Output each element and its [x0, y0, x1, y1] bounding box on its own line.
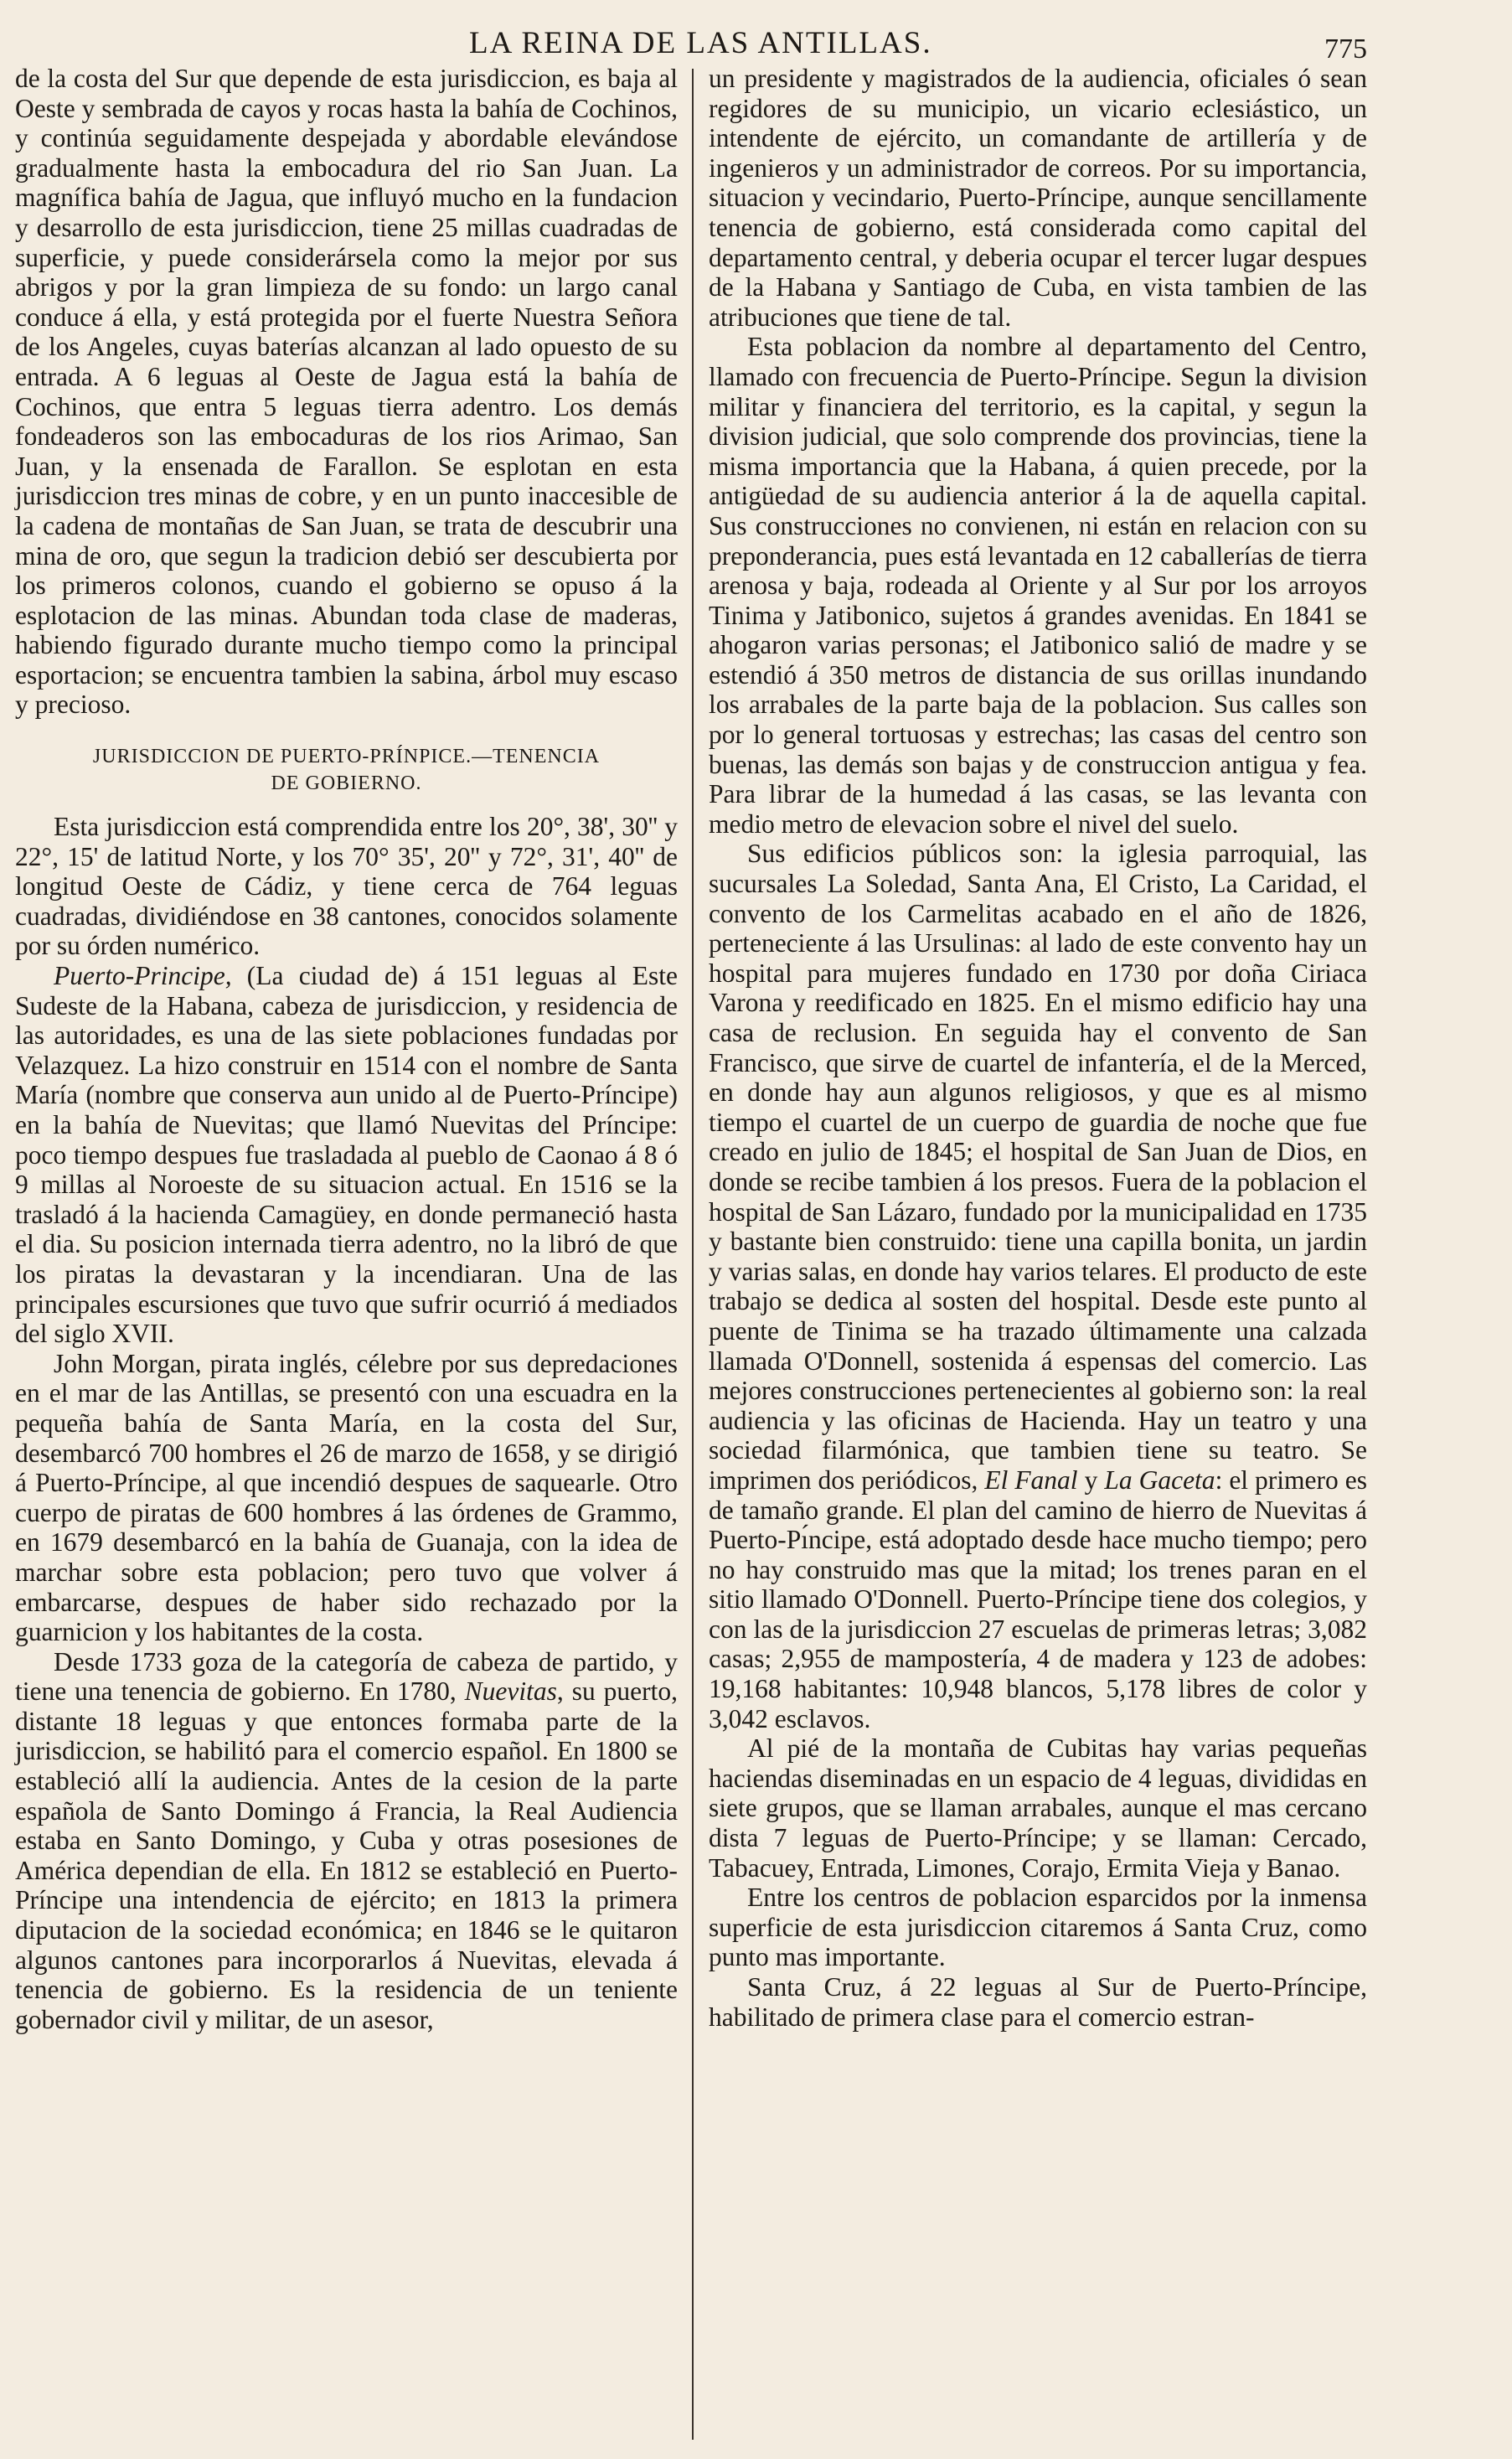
- section-heading-line: JURISDICCION DE PUERTO-PRÍNPICE.—TENENCIA: [92, 746, 601, 768]
- place-name: Nuevitas: [464, 1676, 557, 1707]
- paragraph: de la costa del Sur que depende de esta jurisdiccion, es baja al Oeste y sembrada de cayos y rocas hasta la bahía de Cochinos, y continúa seguidamente despejada y abordable elevándose gradualmente hasta la embocadura del rio San Juan. La magnífica bahía de Jagua, que influyó mucho en la fundacion y desarrollo de esta jurisdiccion, tiene 25 millas cuadradas de superficie, y puede considerársela como la mejor por sus abrigos y por la gran limpieza de su fondo: un largo canal conduce á ella, y está protegida por el fuerte Nuestra Señora de los Angeles, cuyas baterías alcanzan al lado opuesto de su entrada. A 6 leguas al Oeste de Jagua está la bahía de Cochinos, que entra 5 leguas tierra adentro. Los demás fondeaderos son las embocaduras de los rios Arimao, San Juan, y la ensenada de Farallon. Se esplotan en esta jurisdiccion tres minas de cobre, y en un punto inaccesible de la cadena de montañas de San Juan, se trata de descubrir una mina de oro, que segun la tradicion debió ser descubierta por los primeros colonos, cuando el gobierno se opuso á la esplotacion de las minas. Abundan toda clase de maderas, habiendo figurado durante mucho tiempo como la principal esportacion; se encuentra tambien la sabina, árbol muy escaso y precioso.: [15, 64, 678, 720]
- page-number: 775: [1324, 34, 1367, 65]
- paragraph-text: (La ciudad de) á 151 leguas al Este Sudeste de la Habana, cabeza de jurisdiccion, y residencia de las autoridades, es una de las siete poblaciones fundadas por Velazquez. La hizo construir en 1514 con el nombre de Santa María (nombre que conserva aun unido al de Puerto-Príncipe) en la bahía de Nuevitas; que llamó Nuevitas del Príncipe: poco tiempo despues fue trasladada al pueblo de Caonao á 8 ó 9 millas al Noroeste de su situacion actual. En 1516 se la trasladó á la hacienda Camagüey, en donde permaneció hasta el dia. Su posicion internada tierra adentro, no la libró de que los piratas la devastaran y la incendiaran. Una de las principales escursiones que tuvo que sufrir ocurrió á mediados del siglo XVII.: [15, 961, 678, 1349]
- paragraph: [15, 1647, 678, 2035]
- paragraph-text: Desde 1733 goza de la categoría de cabeza de partido, y tiene una tenencia de gobierno. En 1780,: [15, 1646, 678, 1707]
- paragraph: Esta poblacion da nombre al departamento del Centro, llamado con frecuencia de Puerto-Príncipe. Segun la division militar y financiera del territorio, es la capital, y segun la division judicial, que solo comprende dos provincias, tiene la misma importancia que la Habana, á quien precede, por la antigüedad de su audiencia anterior á la de aquella capital. Sus construcciones no convienen, ni están en relacion con su preponderancia, pues está levantada en 12 caballerías de tierra arenosa y baja, rodeada al Oriente y al Sur por los arroyos Tinima y Jatibonico, sujetos á grandes avenidas. En 1841 se ahogaron varias personas; el Jatibonico salió de madre y se estendió á 350 metros de distancia de sus orillas inundando los arrabales de la parte baja de la poblacion. Sus calles son por lo general tortuosas y estrechas; las casas del centro son buenas, las demás son bajas y de construccion antigua y fea. Para librar de la humedad á las casas, se las levanta con medio metro de elevacion sobre el nivel del suelo.: [709, 332, 1367, 839]
- paragraph: un presidente y magistrados de la audiencia, oficiales ó sean regidores de su municipio, un vicario eclesiástico, un intendente de ejército, un comandante de artillería y de ingenieros y un administrador de correos. Por su importancia, situacion y vecindario, Puerto-Príncipe, aunque sencillamente tenencia de gobierno, está considerada como capital del departamento central, y deberia ocupar el tercer lugar despues de la Habana y Santiago de Cuba, en vista tambien de las atribuciones que tiene de tal.: [709, 64, 1367, 332]
- periodical-title: La Gaceta: [1104, 1465, 1215, 1495]
- right-column: [709, 64, 1367, 2032]
- paragraph: Esta jurisdiccion está comprendida entre los 20°, 38', 30'' y 22°, 15' de latitud Norte, y los 70° 35', 20'' y 72°, 31', 40'' de longitud Oeste de Cádiz, y tiene cerca de 764 leguas cuadradas, dividiéndose en 38 cantones, conocidos solamente por su órden numérico.: [15, 812, 678, 961]
- paragraph: John Morgan, pirata inglés, célebre por sus depredaciones en el mar de las Antillas, se presentó con una escuadra en la pequeña bahía de Santa María, en la costa del Sur, desembarcó 700 hombres el 26 de marzo de 1658, y se dirigió á Puerto-Príncipe, al que incendió despues de saquearle. Otro cuerpo de piratas de 600 hombres á las órdenes de Grammo, en 1679 desembarcó en la bahía de Guanaja, con la idea de marchar sobre esta poblacion; pero tuvo que volver á embarcarse, despues de haber sido rechazado por la guarnicion y los habitantes de la costa.: [15, 1348, 678, 1647]
- periodical-title: El Fanal: [984, 1465, 1078, 1495]
- paragraph: [709, 1972, 1367, 2032]
- paragraph: [709, 839, 1367, 1733]
- paragraph-text: Sus edificios públicos son: la iglesia parroquial, las sucursales La Soledad, Santa Ana, El Cristo, La Caridad, el convento de los Carmelitas acabado en el año de 1826, perteneciente á las Ursulinas: al lado de este convento hay un hospital para mujeres fundado en 1730 por doña Ciriaca Varona y reedificado en 1825. En el mismo edificio hay una casa de reclusion. En seguida hay el convento de San Francisco, que sirve de cuartel de infantería, el de la Merced, en donde hay aun algunos religiosos, y que es al mismo tiempo el cuartel de un cuerpo de guardia de noche que fue creado en julio de 1845; el hospital de San Juan de Dios, en donde se recibe tambien á los presos. Fuera de la poblacion el hospital de San Lázaro, fundado por la municipalidad en 1735 y bastante bien construido: tiene una capilla bonita, un jardin y varias salas, en donde hay varios telares. El producto de este trabajo se dedica al sosten del hospital. Desde este punto al puente de Tinima se ha trazado últimamente una calzada llamada O'Donnell, sostenida á espensas del comercio. Las mejores construcciones pertenecientes al gobierno son: la real audiencia y las oficinas de Hacienda. Hay un teatro y una sociedad filarmónica, que tambien tiene su teatro. Se imprimen dos periódicos,: [709, 839, 1367, 1495]
- left-column: [15, 64, 678, 2034]
- section-heading: [15, 743, 678, 797]
- column-divider: [692, 69, 694, 2440]
- paragraph: Al pié de la montaña de Cubitas hay varias pequeñas haciendas diseminadas en un espacio de 4 leguas, divididas en siete grupos, que se llaman arrabales, aunque el mas cercano dista 7 leguas de Puerto-Príncipe; y se llaman: Cercado, Tabacuey, Entrada, Limones, Corajo, Ermita Vieja y Banao.: [709, 1733, 1367, 1883]
- paragraph-text: , su puerto, distante 18 leguas y que entonces formaba parte de la jurisdiccion, se habilitó para el comercio español. En 1800 se estableció allí la audiencia. Antes de la cesion de la parte española de Santo Domingo á Francia, la Real Audiencia estaba en Santo Domingo, y Cuba y otras posesiones de América dependian de ella. En 1812 se estableció en Puerto-Príncipe una intendencia de ejército; en 1813 la primera diputacion de la sociedad económica; en 1846 se le quitaron algunos cantones para incorporarlos á Nuevitas, elevada á tenencia de gobierno. Es la residencia de un teniente gobernador civil y militar, de un asesor,: [15, 1676, 678, 2034]
- running-title: LA REINA DE LAS ANTILLAS.: [469, 26, 932, 60]
- paragraph-text: : el primero es de tamaño grande. El plan del camino de hierro de Nuevitas á Puerto-Pı́ncipe, está adoptado desde hace mucho tiempo; pero no hay construido mas que la mitad; los trenes paran en el sitio llamado O'Donnell. Puerto-Príncipe tiene dos colegios, y con las de la jurisdiccion 27 escuelas de primeras letras; 3,082 casas; 2,955 de mampostería, 4 de madera y 123 de adobes: 19,168 habitantes: 10,948 blancos, 5,178 libres de color y 3,042 esclavos.: [709, 1465, 1367, 1733]
- paragraph-text: y: [1077, 1465, 1105, 1495]
- section-heading-line: DE GOBIERNO.: [271, 772, 422, 795]
- paragraph: [15, 961, 678, 1349]
- place-name: Puerto-Principe,: [54, 961, 232, 991]
- paragraph: Entre los centros de poblacion esparcidos por la inmensa superficie de esta jurisdiccion citaremos á Santa Cruz, como punto mas importante.: [709, 1883, 1367, 1972]
- page-header: [0, 18, 1512, 69]
- paragraph-text: á 22 leguas al Sur de Puerto-Príncipe, habilitado de primera clase para el comercio estran-: [709, 1972, 1367, 2032]
- place-name: Santa Cruz,: [747, 1972, 882, 2002]
